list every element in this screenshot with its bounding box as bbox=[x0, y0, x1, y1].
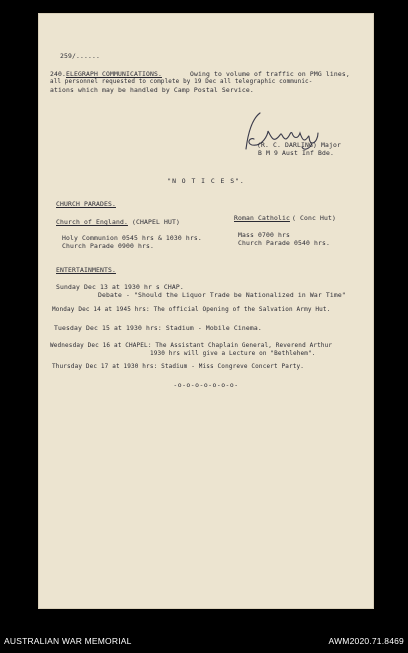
coe-location: (CHAPEL HUT) bbox=[132, 218, 180, 226]
signatory-appointment: B M 9 Aust Inf Bde. bbox=[258, 149, 334, 157]
institution-caption: AUSTRALIAN WAR MEMORIAL bbox=[4, 636, 132, 646]
item-text-line1: Owing to volume of traffic on PMG lines, bbox=[190, 70, 350, 78]
entertainment-monday: Monday Dec 14 at 1945 hrs: The official Opening of the Salvation Army Hut. bbox=[52, 306, 331, 313]
entertainment-sunday: Sunday Dec 13 at 1930 hr s CHAP. bbox=[56, 283, 184, 291]
document-page bbox=[38, 13, 374, 609]
reference-number: 259/...... bbox=[60, 52, 100, 60]
notices-title: "N O T I C E S". bbox=[167, 177, 245, 185]
rc-heading: Roman Catholic bbox=[234, 214, 290, 222]
entertainment-thursday: Thursday Dec 17 at 1930 hrs: Stadium - Miss Congreve Concert Party. bbox=[52, 363, 305, 370]
entertainment-wednesday-detail: 1930 hrs will give a Lecture on "Bethlehem". bbox=[150, 350, 316, 357]
item-text-line2: all personnel requested to complete by 19 Dec all telegraphic communic- bbox=[50, 79, 313, 85]
signatory-name: (R. C. DARLING) Major bbox=[257, 141, 341, 149]
section-divider: -o-o-o-o-o-o-o- bbox=[173, 381, 239, 389]
entertainment-wednesday: Wednesday Dec 16 at CHAPEL: The Assistant Chaplain General, Reverend Arthur bbox=[50, 342, 333, 349]
coe-communion: Holy Communion 0545 hrs & 1030 hrs. bbox=[62, 234, 202, 242]
accession-number: AWM2020.71.8469 bbox=[328, 636, 404, 646]
coe-heading: Church of England. bbox=[56, 218, 128, 226]
entertainment-sunday-detail: Debate - "Should the Liquor Trade be Nationalized in War Time" bbox=[98, 291, 346, 299]
item-heading: ELEGRAPH COMMUNICATIONS. bbox=[66, 70, 162, 78]
entertainments-heading: ENTERTAINMENTS. bbox=[56, 266, 116, 274]
item-number: 240. bbox=[50, 70, 66, 78]
church-parades-heading: CHURCH PARADES. bbox=[56, 200, 116, 208]
coe-parade: Church Parade 0900 hrs. bbox=[62, 242, 154, 250]
item-text-line3: ations which may be handled by Camp Postal Service. bbox=[50, 86, 254, 94]
rc-parade: Church Parade 0540 hrs. bbox=[238, 239, 330, 247]
rc-location: ( Conc Hut) bbox=[292, 214, 336, 222]
entertainment-tuesday: Tuesday Dec 15 at 1930 hrs: Stadium - Mobile Cinema. bbox=[54, 324, 262, 332]
rc-mass: Mass 0700 hrs bbox=[238, 231, 290, 239]
